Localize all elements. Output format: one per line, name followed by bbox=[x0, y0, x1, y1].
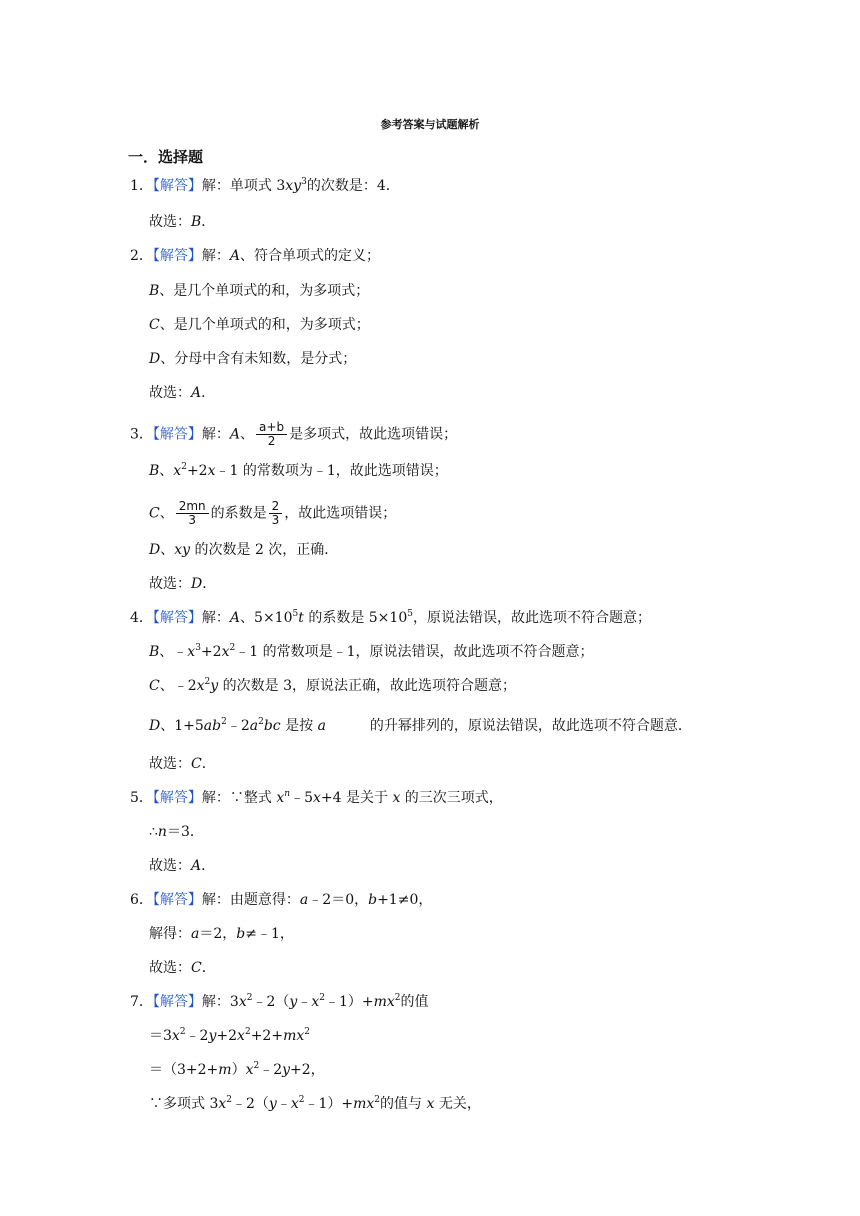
q5-choice: 故选：A． bbox=[149, 858, 216, 874]
fraction: $\frac{2}{3}$ bbox=[269, 500, 283, 527]
answer-tag: 【解答】 bbox=[152, 892, 202, 908]
fraction: $\frac{2mn}{3}$ bbox=[176, 500, 209, 527]
answer-tag: 【解答】 bbox=[152, 248, 202, 264]
answer-tag: 【解答】 bbox=[152, 178, 202, 194]
answer-tag: 【解答】 bbox=[152, 790, 202, 806]
q4-line-d: D、$1+5ab^2﹣2a^2bc$ 是按 a 的升幂排列的，原说法错误，故此选项不符合题意． bbox=[149, 717, 692, 734]
q7-line-3: $=(3+2+m)x^2﹣2y+2$， bbox=[149, 1061, 325, 1078]
q6-line: 6．【解答】解：由题意得：a﹣2＝0，b+1≠0， bbox=[130, 892, 433, 908]
q5-line-2: ∴n＝3． bbox=[149, 824, 204, 840]
q2-line: 2．【解答】解：A、符合单项式的定义； bbox=[130, 248, 381, 264]
q2-line-c: C、是几个单项式的和，为多项式； bbox=[149, 317, 370, 333]
q7-line-4: ∵多项式 $3x^2﹣2(y﹣x^2﹣1)+mx^2$的值与 x 无关， bbox=[149, 1095, 481, 1112]
q2-line-d: D、分母中含有未知数，是分式； bbox=[149, 351, 357, 367]
q1-choice: 故选：B． bbox=[149, 214, 216, 230]
answer-tag: 【解答】 bbox=[152, 994, 202, 1010]
q2-line-b: B、是几个单项式的和，为多项式； bbox=[149, 283, 370, 299]
page-title: 参考答案与试题解析 bbox=[380, 118, 480, 131]
answer-tag: 【解答】 bbox=[152, 426, 202, 443]
q4-line-c: C、$﹣2x^2y$ 的次数是 3，原说法正确，故此选项符合题意； bbox=[149, 677, 517, 694]
q3-line-d: D、xy 的次数是 2 次，正确． bbox=[149, 542, 339, 558]
q3-line: 3．【解答】解：A、 $\frac{a+b}{2}$ 是多项式，故此选项错误； bbox=[130, 420, 458, 448]
q4-line-b: B、$﹣x^3+2x^2﹣1$ 的常数项是﹣1，原说法错误，故此选项不符合题意； bbox=[149, 643, 594, 660]
answer-tag: 【解答】 bbox=[152, 610, 202, 626]
q7-line: 7．【解答】解：$3x^2﹣2(y﹣x^2﹣1)+mx^2$的值 bbox=[130, 993, 429, 1010]
q3-line-c: C、 $\frac{2mn}{3}$ 的系数是 $\frac{2}{3}$ ，故此选项错误； bbox=[149, 499, 397, 527]
q1-line: 1．【解答】解：单项式 $3xy^3$的次数是：4． bbox=[130, 177, 400, 194]
q5-line: 5．【解答】解：∵整式 $x^n﹣5x+4$ 是关于 x 的三次三项式， bbox=[130, 789, 503, 806]
q2-choice: 故选：A． bbox=[149, 385, 216, 401]
fraction: $\frac{a+b}{2}$ bbox=[256, 421, 287, 448]
q3-choice: 故选：D． bbox=[149, 576, 217, 592]
section-heading: 一．选择题 bbox=[128, 148, 204, 166]
q4-line: 4．【解答】解：A、$5\times 10^5t$ 的系数是 $5\times 10^5$，原说法错误，故此选项不符合题意； bbox=[130, 609, 651, 626]
q6-choice: 故选：C． bbox=[149, 960, 216, 976]
q3-line-b: B、$x^2+2x﹣1$ 的常数项为﹣1，故此选项错误； bbox=[149, 462, 448, 479]
q4-choice: 故选：C． bbox=[149, 756, 216, 772]
q6-line-2: 解得：a＝2，b≠﹣1， bbox=[149, 926, 294, 942]
q7-line-2: $=3x^2﹣2y+2x^2+2+mx^2$ bbox=[149, 1027, 310, 1044]
